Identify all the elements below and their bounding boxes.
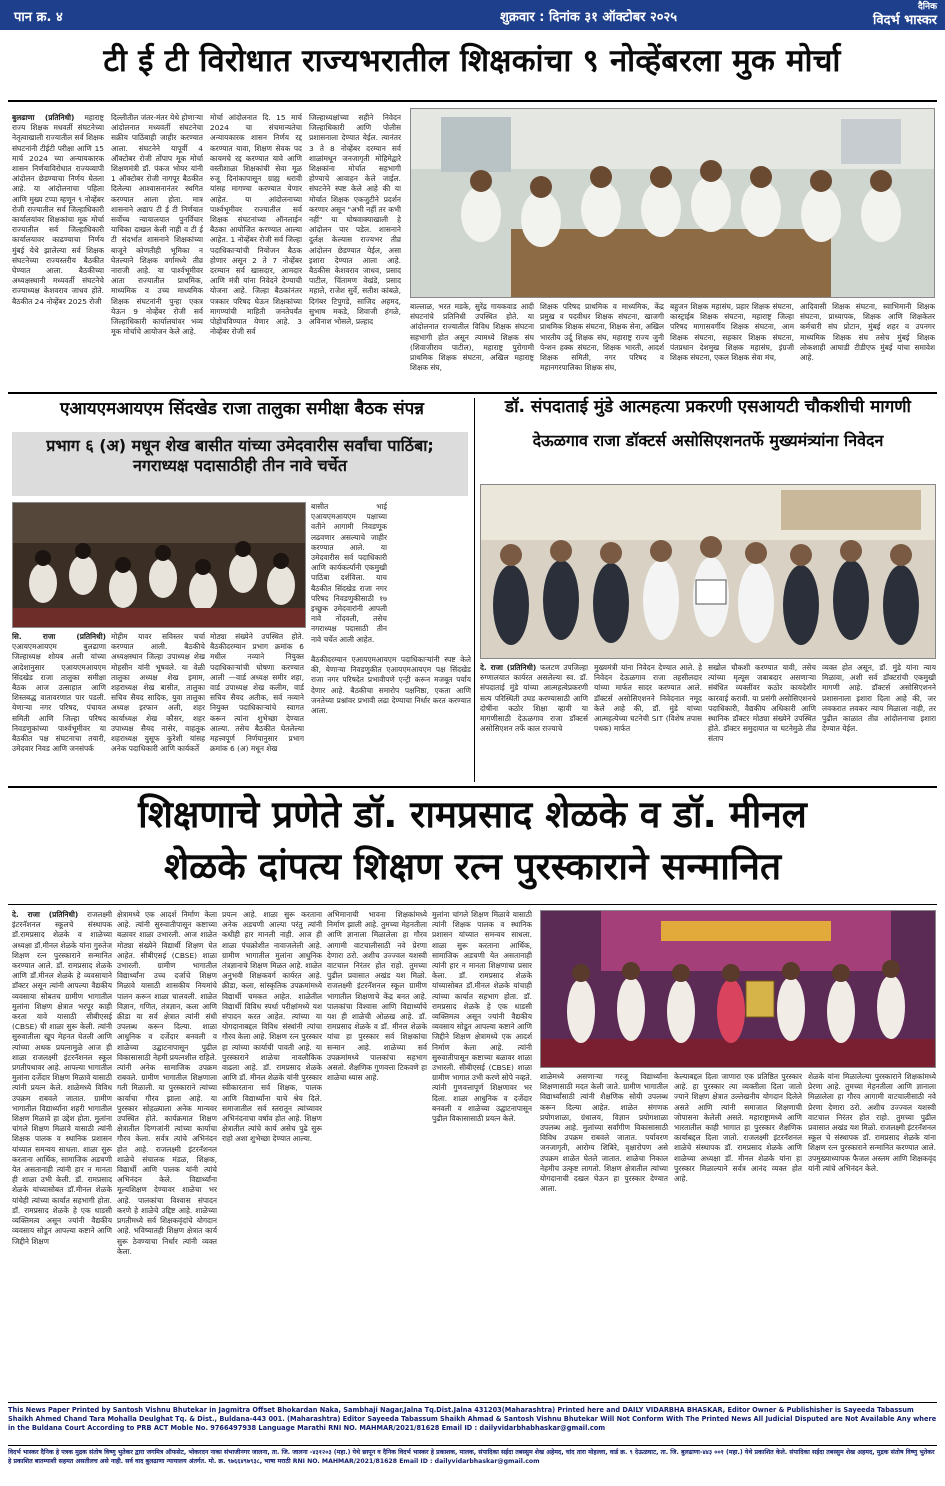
story4-col4: अभिमानाची भावना शिक्षकांमध्ये निर्माण झाली आहे. तुमच्या मेहनतीला आणि ज्ञानाला मिळालेला हा गौरव आगामी वाटचालीसाठी नवे प्रेरणा देणारा ठरो. अशीच उज्ज्वल यशस्वी वाटचाल निरंतर होत राहो. तुमच्या पुढील प्रवासात अखंड यश मिळो. राजलक्ष्मी इंटरनॅशनल स्कूल ग्रामीण भागातील शिक्षणाचे केंद्र बनत आहे. पालकांचा विश्वास आणि विद्यार्थ्यांचे यश ही शाळेची ओळख आहे. डॉ. रामप्रसाद शेळके व डॉ. मीनल शेळके यांचा हा पुरस्कार सर्व शिक्षकांचा सन्मान आहे. शाळेच्या सर्व उपक्रमांमध्ये पालकांचा सहभाग असतो. शैक्षणिक गुणवत्ता टिकवणे हा शाळेचा ध्यास आहे. (327, 910, 427, 1083)
doctors-photo-drawing (481, 485, 936, 659)
brand-small: दैनिक (917, 2, 937, 12)
story1-col3: मोर्चा आंदोलनात दि. 15 मार्च 2024 चा संचमान्यतेचा अन्यायकारक शासन निर्णय रद्द करण्यात यावा, शिक्षण सेवक पद कायमचे रद्द करण्यात यावे आणि वस्तीशाळा शिक्षकांची सेवा मूळ रुजू दिनांकापासून ग्राह्य धरावी यांसह मागण्या करण्यात येणार आहेत. या आंदोलनाच्या पार्श्वभूमीवर राज्यातील सर्व शिक्षक संघटनांच्या ऑनलाईन बैठका आयोजित करण्यात आल्या आहेत. 1 नोव्हेंबर रोजी सर्व जिल्हा पदाधिकाऱ्यांची नियोजन बैठक होणार असून 2 ते 7 नोव्हेंबर दरम्यान सर्व खासदार, आमदार आणि मंत्री यांना निवेदने देण्याची योजना आहे. जिल्हा बैठकांनंतर पत्रकार परिषद घेऊन शिक्षकांच्या मागण्यांची माहिती जनतेपर्यंत पोहोचविण्यात येणार आहे. 3 नोव्हेंबर रोजी सर्व (210, 113, 302, 337)
story3-col4: व्यक्त होत असून, डॉ. मुंडे यांना न्याय मिळावा, अशी सर्व डॉक्टरांची एकमुखी मागणी आहे. डॉक्टर्स असोसिएशनने प्रशासनाला इशारा दिला आहे की, जर लवकरात लवकर न्याय मिळाला नाही, तर पुढील काळात तीव्र आंदोलनाचा इशारा देण्यात येईल. (822, 663, 936, 734)
story1-col2: दिल्लीतील जंतर-मंतर येथे होणाऱ्या आंदोलनात मध्यवर्ती संघटनेचा सक्रीय पाठिंबाही जाहीर करण्यात आला. संघटनेने यापूर्वी 4 ऑक्टोबर रोजी तोंपाप मूक मोर्चा शिक्षणमंत्री डॉ. पंकज भोयर यांनी 1 ऑक्टोबर रोजी नागपूर बैठकीत दिलेल्या आश्वासनानंतर स्थगित करण्यात आला होता. मात्र शासनाने अद्याप टी ई टी निर्णयात सर्वोच्च न्यायालयात पुनर्विचार याचिका दाखल केली नाही व टी ई टी संदर्भात शासनाने शिक्षकांच्या बाजूने कोणतीही भूमिका न घेतल्याने शिक्षक वर्गामध्ये तीव्र नाराजी आहे. या पार्श्वभूमीवर आता राज्यातील प्राथमिक, माध्यमिक व उच्च माध्यमिक शिक्षक संघटनांनी पुन्हा एकत्र येऊन 9 नोव्हेंबर रोजी सर्व जिल्हाधिकारी कार्यालयांवर भव्य मूक मोर्चाचे आयोजन केले आहे. (111, 113, 203, 337)
story4-col1 (12, 910, 112, 1340)
masthead (0, 0, 945, 30)
award-photo-drawing (541, 911, 936, 1068)
divider (8, 392, 937, 394)
story4-col5: मुलांना चांगले शिक्षण मिळावे यासाठी त्यांनी शिक्षक पालक व स्थानिक प्रशासन यांच्यात समन्वय साधला. शाळा सुरू करताना आर्थिक, सामाजिक अडचणी येत असतानाही त्यांनी हार न मानता शिक्षणाचा प्रसार केला. डॉ. रामप्रसाद शेळके यांच्यासोबत डॉ.मीनल शेळके यांचाही त्यांच्या कार्यात सहभाग होता. डॉ. रामप्रसाद शेळके हे एक धाडसी व्यक्तिमत्व असून ज्यांनी वैद्यकीय व्यवसाय सोडून आपल्या कष्टाने आणि जिद्दीने शिक्षण क्षेत्रामध्ये एक आदर्श निर्माण केला आहे. त्यांनी सुरुवातीपासून कष्टाच्या बळावर शाळा उभारली. सीबीएसई (CBSE) शाळा ग्रामीण भागात उभी करणे सोपे नव्हते. त्यांनी गुणवत्तापूर्ण शिक्षणावर भर दिला. शाळा आधुनिक व दर्जेदार बनवली व शाळेच्या उद्घाटनापासून पुढील विकासासाठी प्रयत्न केले. (432, 910, 532, 1124)
story4-col2: क्षेत्रामध्ये एक आदर्श निर्माण केला आहे. त्यांनी सुरुवातीपासून कष्टाच्या बळावर शाळा उभारली. आज शाळेत मोठ्या संख्येने विद्यार्थी शिक्षण घेत आहेत. सीबीएसई (CBSE) शाळा उभारली. ग्रामीण भागातील विद्यार्थ्यांना उच्च दर्जाचे शिक्षण मिळावे यासाठी शासकीय नियमांचे पालन करून शाळा चालवली. शाळेत विज्ञान, गणित, तंत्रज्ञान, कला आणि क्रीडा या सर्व क्षेत्रात त्यांनी संधी उपलब्ध करून दिल्या. शाळा आधुनिक व दर्जेदार बनवली व शाळेच्या उद्घाटनापासून पुढील विकासासाठी नेहमी प्रयत्नशील राहिले. त्यांनी अनेक सामाजिक उपक्रम राबवले. ग्रामीण भागातील शिक्षणाला गती मिळाली. या पुरस्काराने त्यांच्या कार्याचा गौरव झाला आहे. या पुरस्कार सोहळ्याला अनेक मान्यवर उपस्थित होते. कार्यक्रमात शिक्षण क्षेत्रातील दिग्गजांनी त्यांच्या कार्याचा गौरव केला. सर्वत्र त्यांचे अभिनंदन होत आहे. राजलक्ष्मी इंटरनॅशनल शाळेचे संचालक मंडळ, शिक्षक, विद्यार्थी आणि पालक यांनी त्यांचे अभिनंदन केले. विद्यार्थ्यांना मूल्यशिक्षण देण्यावर शाळेचा भर आहे. पालकांचा विश्वास संपादन करणे हे शाळेचे उद्दिष्ट आहे. शाळेच्या प्रगतीमध्ये सर्व शिक्षकवृंदांचे योगदान आहे. भविष्यातही शिक्षण क्षेत्रात कार्य सुरू ठेवण्याचा निर्धार त्यांनी व्यक्त केला. (117, 910, 217, 1256)
story4-col3: प्रयत्न आहे. शाळा सुरू करताना अनेक अडचणी आल्या परंतु त्यांनी कधीही हार मानली नाही. आज ही शाळा पंचक्रोशीत नावाजलेली आहे. ग्रामीण भागातील मुलांना आधुनिक तंत्रज्ञानाचे शिक्षण मिळत आहे. शाळेत अनुभवी शिक्षकवर्ग कार्यरत आहे. क्रीडा, कला, सांस्कृतिक उपक्रमांमध्ये विद्यार्थी चमकत आहेत. शाळेतील विद्यार्थी विविध स्पर्धा परीक्षांमध्ये यश संपादन करत आहेत. त्यांच्या या योगदानाबद्दल विविध संस्थांनी त्यांचा गौरव केला आहे. शिक्षण रत्न पुरस्कार हा त्यांच्या कार्याची पावती आहे. या पुरस्काराने शाळेचा नावलौकिक वाढला आहे. डॉ. रामप्रसाद शेळके आणि डॉ. मीनल शेळके यांनी पुरस्कार स्वीकारताना सर्व शिक्षक, पालक आणि विद्यार्थ्यांना याचे श्रेय दिले. समाजातील सर्व स्तरातून त्यांच्यावर अभिनंदनाचा वर्षाव होत आहे. शिक्षण क्षेत्रातील त्यांचे कार्य असेच पुढे सुरू राहो अशा शुभेच्छा देण्यात आल्या. (222, 910, 322, 1144)
story1-caption1: बाल्लाळ, भरत मडके, सुरेंद्र गायकवाड आदी संघटनांचे प्रतिनिधी उपस्थित होते. या आंदोलनात राज्यातील विविध शिक्षक संघटना सहभागी होत असून त्यामध्ये शिक्षक संघ (शिवाजीराव पाटील), महाराष्ट्र पुरोगामी प्राथमिक शिक्षक संघटना, अखिल महाराष्ट्र शिक्षक संघ, (410, 302, 534, 373)
story1-caption2: शिक्षक परिषद प्राथमिक व माध्यमिक, केंद्र प्रमुख व पदवीधर शिक्षक संघटना, खाजगी प्राथमिक शिक्षक संघटना, शिक्षक सेना, अखिल भारतीय उर्दू शिक्षक संघ, महाराष्ट्र राज्य जुनी पेन्शन हक्क संघटना, शिक्षक भारती, आदर्श शिक्षक समिती, नगर परिषद व महानगरपालिका शिक्षक संघ, (540, 302, 664, 373)
divider (8, 786, 937, 788)
story1-text-1: महाराष्ट्र राज्य शिक्षक मधवर्ती संघटनेच्या नेतृत्वाखाली राज्यातील सर्व शिक्षक संघटनांनी टीईटी परीक्षा आणि 15 मार्च 2024 च्या अन्यायकारक शासन निर्णयाविरोधात राज्यव्यापी आंदोलन छेडण्याचा निर्णय घेतला आहे. या आंदोलनाचा पहिला आणि मुख्य टप्पा म्हणून ९ नोव्हेंबर रोजी राज्यातील सर्व जिल्हाधिकारी कार्यालयांवर शिक्षकांचा मूक मोर्चा राज्यातील सर्व जिल्हाधिकारी कार्यालयावर काढण्याचा निर्णय मुंबई येथे झालेल्या सर्व शिक्षक संघटनेच्या राज्यस्तरीय बैठकीत घेण्यात आला. बैठकीच्या अध्यक्षस्थानी मध्यवर्ती संघटनेचे राज्याध्यक्ष केशवराव जाधव होते. बैठकीत 24 नोव्हेंबर 2025 रोजी (12, 113, 104, 306)
story4-col7: केल्याबद्दल दिला जाणारा एक प्रतिष्ठित पुरस्कार आहे. हा पुरस्कार त्या व्यक्तीला दिला जातो ज्याने शिक्षण क्षेत्रात उल्लेखनीय योगदान दिलेले असते आणि त्यांनी समाजात शिक्षणाची जोपासना केलेली असते. महाराष्ट्रामध्ये आणि भारतातील काही भागात हा पुरस्कार शैक्षणिक कार्याबद्दल दिला जातो. राजलक्ष्मी इंटरनॅशनल शाळेचे संस्थापक डॉ. रामप्रसाद शेळके आणि शाळेच्या अध्यक्षा डॉ. मीनल शेळके यांना हा पुरस्कार मिळाल्याने सर्वत्र आनंद व्यक्त होत आहे. (674, 1072, 802, 1184)
meeting-photo (410, 108, 935, 298)
brand-name: विदर्भ भास्कर (872, 13, 937, 28)
story3-headline-1: डॉ. संपदाताई मुंडे आत्महत्या प्रकरणी एसआयटी चौकशीची मागणी (505, 397, 911, 417)
story1-dateline: बुलढाणा (प्रतिनिधी) (12, 113, 75, 122)
story4-col6: शाळेमध्ये असणाऱ्या गरजू विद्यार्थ्यांना शिक्षणासाठी मदत केली जाते. ग्रामीण भागातील विद्यार्थ्यांसाठी त्यांनी शैक्षणिक सोयी उपलब्ध करून दिल्या आहेत. शाळेत संगणक प्रयोगशाळा, ग्रंथालय, विज्ञान प्रयोगशाळा उपलब्ध आहे. मुलांच्या सर्वांगीण विकासासाठी विविध उपक्रम राबवले जातात. पर्यावरण जनजागृती, आरोग्य शिबिरे, वृक्षारोपण असे उपक्रम शाळेत घेतले जातात. शाळेचा निकाल नेहमीच उत्कृष्ट लागतो. शिक्षण क्षेत्रातील त्यांच्या योगदानाची दखल घेऊन हा पुरस्कार देण्यात आला. (540, 1072, 668, 1194)
divider (474, 398, 475, 782)
story4-headline-2: शेळके दांपत्य शिक्षण रत्न पुरस्काराने सन्मानित (163, 845, 782, 888)
story2-col3: मोठ्या संख्येने उपस्थित होते. बैठकीदरम्यान प्रभाग क्रमांक 6 मधील नव्याने नियुक्त पदाधिकाऱ्यांची घोषणा करण्यात आली —वार्ड अध्यक्ष समीर शहा, वार्ड उपाध्यक्ष शेख कलीम, वार्ड सचिव सैयद अतीक, सर्व नव्याने नियुक्त पदाधिकाऱ्यांचे स्वागत करून त्यांना शुभेच्छा देण्यात आल्या. तसेच बैठकीत घेतलेल्या महत्त्वपूर्ण निर्णयानुसार प्रभाग क्रमांक 6 (अ) मधून शेख (210, 632, 304, 754)
page-number: पान क्र. ४ (14, 10, 63, 25)
story3-dateline: दे. राजा (प्रतिनिधी) (480, 663, 537, 672)
story2-col5: बैठकीदरम्यान एआयएमआयएम पदाधिकाऱ्यांनी स्पष्ट केले की, येणाऱ्या निवडणुकीत एआयएमआयएम पक्ष सिंदखेड राजा नगर परिषदेत प्रभावीपणे एन्ट्री करून मजबूत पर्याय देणार आहे. बैठकीचा समारोप पक्षनिष्ठा, एकता आणि जनतेच्या प्रश्नांवर प्रभावी लढा देण्याचा निर्धार करत करण्यात आला. (311, 655, 471, 716)
story4-text-1: राजलक्ष्मी इंटरनॅशनल स्कूलचे संस्थापक डॉ.रामप्रसाद शेळके व शाळेच्या अध्यक्षा डॉ.मीनल शेळके यांना गुरुतेज शिक्षण रत्न पुरस्काराने सन्मानित करण्यात आले. डॉ. रामप्रसाद शेळके आणि डॉ.मीनल शेळके हे व्यवसायाने डॉक्टर असून त्यांनी आपल्या वैद्यकीय व्यवसाया सोबतच ग्रामीण भागातील मुलांना शिक्षण क्षेत्रात भरपूर काही करता यावे यासाठी सीबीएसई (CBSE) ची शाळा सुरू केली. त्यांनी सुरुवातीला खूप मेहनत घेतली आणि त्यांच्या अथक प्रयत्नामुळे आज ही शाळा राजलक्ष्मी इंटरनॅशनल स्कूल प्रगतीपथावर आहे. आपल्या भागातील मुलांना दर्जेदार शिक्षण मिळावे यासाठी त्यांनी प्रयत्न केले. शाळेमध्ये विविध उपक्रम राबवले जातात. ग्रामीण भागातील विद्यार्थ्यांना शहरी भागातील शिक्षण मिळावे हा उद्देश होता. मुलांना चांगले शिक्षण मिळावे यासाठी त्यांनी शिक्षक पालक व स्थानिक प्रशासन यांच्यात समन्वय साधला. शाळा सुरू करताना आर्थिक, सामाजिक अडचणी येत असतानाही त्यांनी हार न मानता ही शाळा उभी केली. डॉ. रामप्रसाद शेळके यांच्यासोबत डॉ.मीनल शेळके यांचेही त्यांच्या कार्यात सहभागी होता. डॉ. रामप्रसाद शेळके हे एक धाडसी व्यक्तिमत्व असून ज्यांनी वैद्यकीय व्यवसाय सोडून आपल्या कष्टाने आणि जिद्दीने शिक्षण (12, 910, 112, 1246)
brand-logo (873, 1, 937, 27)
imprint-marathi: विदर्भ भास्कर दैनिक हे पत्रक मुद्रक संतोष विष्णु भुतेकर द्वारा जगमित्र ऑफसेट, भोकरदन नाका संभाजीनगर जालना, ता. जि. जालना -४३१२०३ (महा.) येथे छापून व दैनिक विदर्भ भास्कर हे प्रकाशक, मालक, संपादिका सईदा तबस्सुम शेख अहेमद, चांद तारा मोहल्ला, वार्ड क्र. ९ देऊळघाट, ता. जि. बुलढाणा-४४३ ००१ (महा.) येथे प्रकाशित केले. संपादिका सईदा तबस्सुम शेख अहमद, मुद्रक संतोष विष्णु भुतेकर हे प्रकाशित बातम्याशी सहमत असतीलच असे नाही. सर्व वाद बुलढाणा न्यायालय अंतर्गत. मो. क्र. ९७६६४९७९३८, भाषा मराठी RNI NO. MAHMAR/2021/81628 Email ID : dailyvidarbhaskar@gmail.com (8, 1449, 935, 1465)
story1-caption3: बहुजन शिक्षक महासंघ, प्रहार शिक्षक संघटना, कास्ट्राईब शिक्षक संघटना, महाराष्ट्र जिल्हा परिषद मागासवर्गीय शिक्षक संघटना, आम शिक्षक संघटना, सहकार शिक्षक संघटना, पंतप्रधान देशमुख शिक्षक महासंघ, इंग्रजी शिक्षक संघटना, एकल शिक्षक सेवा मंच, (670, 302, 794, 363)
story4-col8: शेळके यांना मिळालेल्या पुरस्काराने शिक्षकांमध्ये प्रेरणा आहे. तुमच्या मेहनतीला आणि ज्ञानाला मिळालेला हा गौरव आगामी वाटचालीसाठी नवे प्रेरणा देणारा ठरो. अशीच उज्ज्वल यशस्वी वाटचाल निरंतर होत राहो. तुमच्या पुढील प्रवासात अखंड यश मिळो. राजलक्ष्मी इंटरनॅशनल स्कूल चे संस्थापक डॉ. रामप्रसाद शेळके यांना शिक्षण रत्न पुरस्काराने सन्मानित करण्यात आले. उपमुख्याध्यापक फैजल अस्लम आणि शिक्षकवृंद यांनी त्यांचे अभिनंदन केले. (808, 1072, 936, 1173)
story2-headline: एआयएमआयएम सिंदखेड राजा तालुका समीक्षा बैठक संपन्न (59, 399, 425, 419)
story4-dateline: दे. राजा (प्रतिनिधी) (12, 910, 79, 919)
story2-dateline: सि. राजा (प्रतिनिधी) (12, 632, 106, 641)
story2-col1 (12, 632, 106, 780)
story3-col3: सखोल चौकशी करण्यात यावी, तसेच त्यांच्या मृत्यूस जबाबदार असणाऱ्या संबंधित व्यक्तींवर कठोर कायदेशीर कारवाई करावी. या प्रसंगी असोसिएशनचे पदाधिकारी, वैद्यकीय अधिकारी आणि स्थानिक डॉक्टर मोठ्या संख्येने उपस्थित होते. डॉक्टर समुदायात या घटनेमुळे तीव्र संताप (708, 663, 816, 744)
doctors-memorandum-photo (480, 484, 936, 659)
divider (8, 904, 937, 905)
divider (8, 1402, 937, 1403)
story2-text-1: एआयएमआयएम बुलढाणा जिल्हाध्यक्ष शोयब अली यांच्या आदेशानुसार एआयएमआयएम सिंदखेड राजा तालुका समीक्षा बैठक आज उत्साहात आणि शिस्तबद्ध वातावरणात पार पडली. येणाऱ्या नगर परिषद, पंचायत समिती आणि जिल्हा परिषद निवडणुकांच्या पार्श्वभूमीवर या बैठकीत पक्ष संघटनाचा तयारी, उमेदवार निवड आणि जनसंपर्क (12, 642, 106, 754)
story2-subheadline: प्रभाग ६ (अ) मधून शेख बासीत यांच्या उमेदवारीस सर्वांचा पाठिंबा; नगराध्यक्ष पदासाठीही तीन नावे चर्चेत (12, 432, 468, 496)
story3-text-1: फलटण उपजिल्हा रुग्णालयात कार्यरत असलेल्या स्व. डॉ. संपदाताई मुंडे यांच्या आत्महत्येप्रकरणी सत्य परिस्थिती उघड करण्यासाठी आणि दोषींना कठोर शिक्षा व्हावी या मागणीसाठी देऊळगाव राजा डॉक्टर्स असोसिएशन तर्फे काल राज्याचे (480, 663, 588, 734)
story4-headline-1: शिक्षणाचे प्रणेते डॉ. रामप्रसाद शेळके व डॉ. मीनल (138, 793, 807, 836)
story3-col2: मुख्यमंत्री यांना निवेदन देण्यात आले. हे निवेदन देऊळगाव राजा तहसीलदार यांच्या मार्फत सादर करण्यात आले. डॉक्टर्स असोसिएशनने निवेदनात नमूद केले आहे की, डॉ. मुंडे यांच्या आत्महत्येच्या घटनेची SIT (विशेष तपास पथक) मार्फत (594, 663, 702, 734)
story2-col2: मोहीम यावर सविस्तर चर्चा करण्यात आली. बैठकीचे अध्यक्षस्थान जिल्हा उपाध्यक्ष शेख मोहसीन यांनी भूषवले. या वेळी तालुका अध्यक्ष शेख इमाम, शहराध्यक्ष शेख बासीत, तालुका सचिव सैयद सादिक, युवा तालुका अध्यक्ष इरफान अली, शहर कार्याध्यक्ष शेख कौसर, शहर उपाध्यक्ष सैयद नासेर, वाहतूक शहराध्यक्ष युसूफ कुरेशी यांसह अनेक पदाधिकारी आणि कार्यकर्ते (111, 632, 205, 754)
meeting-photo-drawing (411, 109, 935, 298)
story3-col1 (480, 663, 588, 779)
story1-headline: टी ई टी विरोधात राज्यभरातील शिक्षकांचा ९ नोव्हेंबरला मुक मोर्चा (103, 43, 841, 79)
divider (8, 100, 937, 102)
issue-date: शुक्रवार : दिनांक ३१ ऑक्टोबर २०२५ (500, 10, 678, 25)
story1-col1 (12, 113, 104, 386)
story2-col4: बासीत भाई एआयएमआयएम पक्षाच्या वतीने आगामी निवडणूक लढवणार असल्याचे जाहीर करण्यात आले. या उमेदवारीस सर्व पदाधिकारी आणि कार्यकर्त्यांनी एकमुखी पाठिंबा दर्शविला. याच बैठकीत सिंदखेड राजा नगर परिषद निवडणुकीसाठी १७ इच्छुक उमेदवारांनी आपली नावे नोंदवली, तसेच नगराध्यक्ष पदासाठी तीन नावे चर्चेत आली आहेत. (311, 502, 387, 644)
story3-headline-2: देऊळगाव राजा डॉक्टर्स असोसिएशनतर्फे मुख्यमंत्र्यांना निवेदन (532, 431, 884, 450)
story1-col4: जिल्हाध्यक्षांच्या सहीने निवेदन जिल्हाधिकारी आणि पोलीस प्रशासनाला देण्यात येईल. त्यानंतर 3 ते 8 नोव्हेंबर दरम्यान सर्व शाळांमधून जनजागृती मोहिमेद्वारे शिक्षकांना मोर्चात सहभागी होण्याचे आवाहन केले जाईल. संघटनेने स्पष्ट केले आहे की या मोर्चात शिक्षक एकजुटीने प्रदर्शन करणार असून "अभी नहीं तर कभी नहीं" या घोषवाक्याखाली हे आंदोलन पार पडेल. शासनाने दुर्लक्ष केल्यास राज्यभर तीव्र आंदोलन छेडण्यात येईल, असा इशारा देण्यात आला आहे. बैठकीस केशवराव जाधव, प्रसाद पाटील, चिंतामण वेखंडे, प्रसाद महाले, राजेश सुर्वे, सतीश कांबळे, दिगंबर टिपुगडे, साजिद अहमद, सुभाष मकडे, शिवाजी हंगळे, अविनाश भोसले, प्रल्हाद (309, 113, 401, 327)
story1-caption4: आदिवासी शिक्षक संघटना, स्वाभिमानी शिक्षक संघटना, प्राध्यापक, शिक्षक आणि शिक्षकेतर कर्मचारी संघ प्रोटान, मुंबई शहर व उपनगर माध्यमिक शिक्षक संघ तसेच मुंबई शिक्षक लोकशाही आघाडी टीडीएफ मुंबई यांचा समावेश आहे. (800, 302, 935, 363)
divider (8, 1445, 937, 1446)
award-ceremony-photo (540, 910, 936, 1068)
imprint-english: This News Paper Printed by Santosh Vishnu Bhutekar in Jagmitra Offset Bhokardan Naka, Sambhaji Nagar,Jalna Tq.Dist.Jalna 431203(Maharashtra) Printed here and DAILY VIDARBHA BHASKAR, Editor Owner & Publishisher is Sayeeda Tabassum Shaikh Ahmed Chand Tara Mohalla Deulghat Tq. & Dist., Buldana-443 001. (Maharashtra) Editor Sayeeda Tabassum Shaikh Ahmad & Santosh Vishnu Bhutekar Will Not Conform With The Printed News All Judicial Disputed are Not Available Any where in the Buldana Court According to PRB ACT Moble No. 9766497938 Language Marathi RNI NO. MAHMAR/2021/81628 Email ID : dailyvidarbhabhaskar@gmail.com (8, 1406, 937, 1432)
